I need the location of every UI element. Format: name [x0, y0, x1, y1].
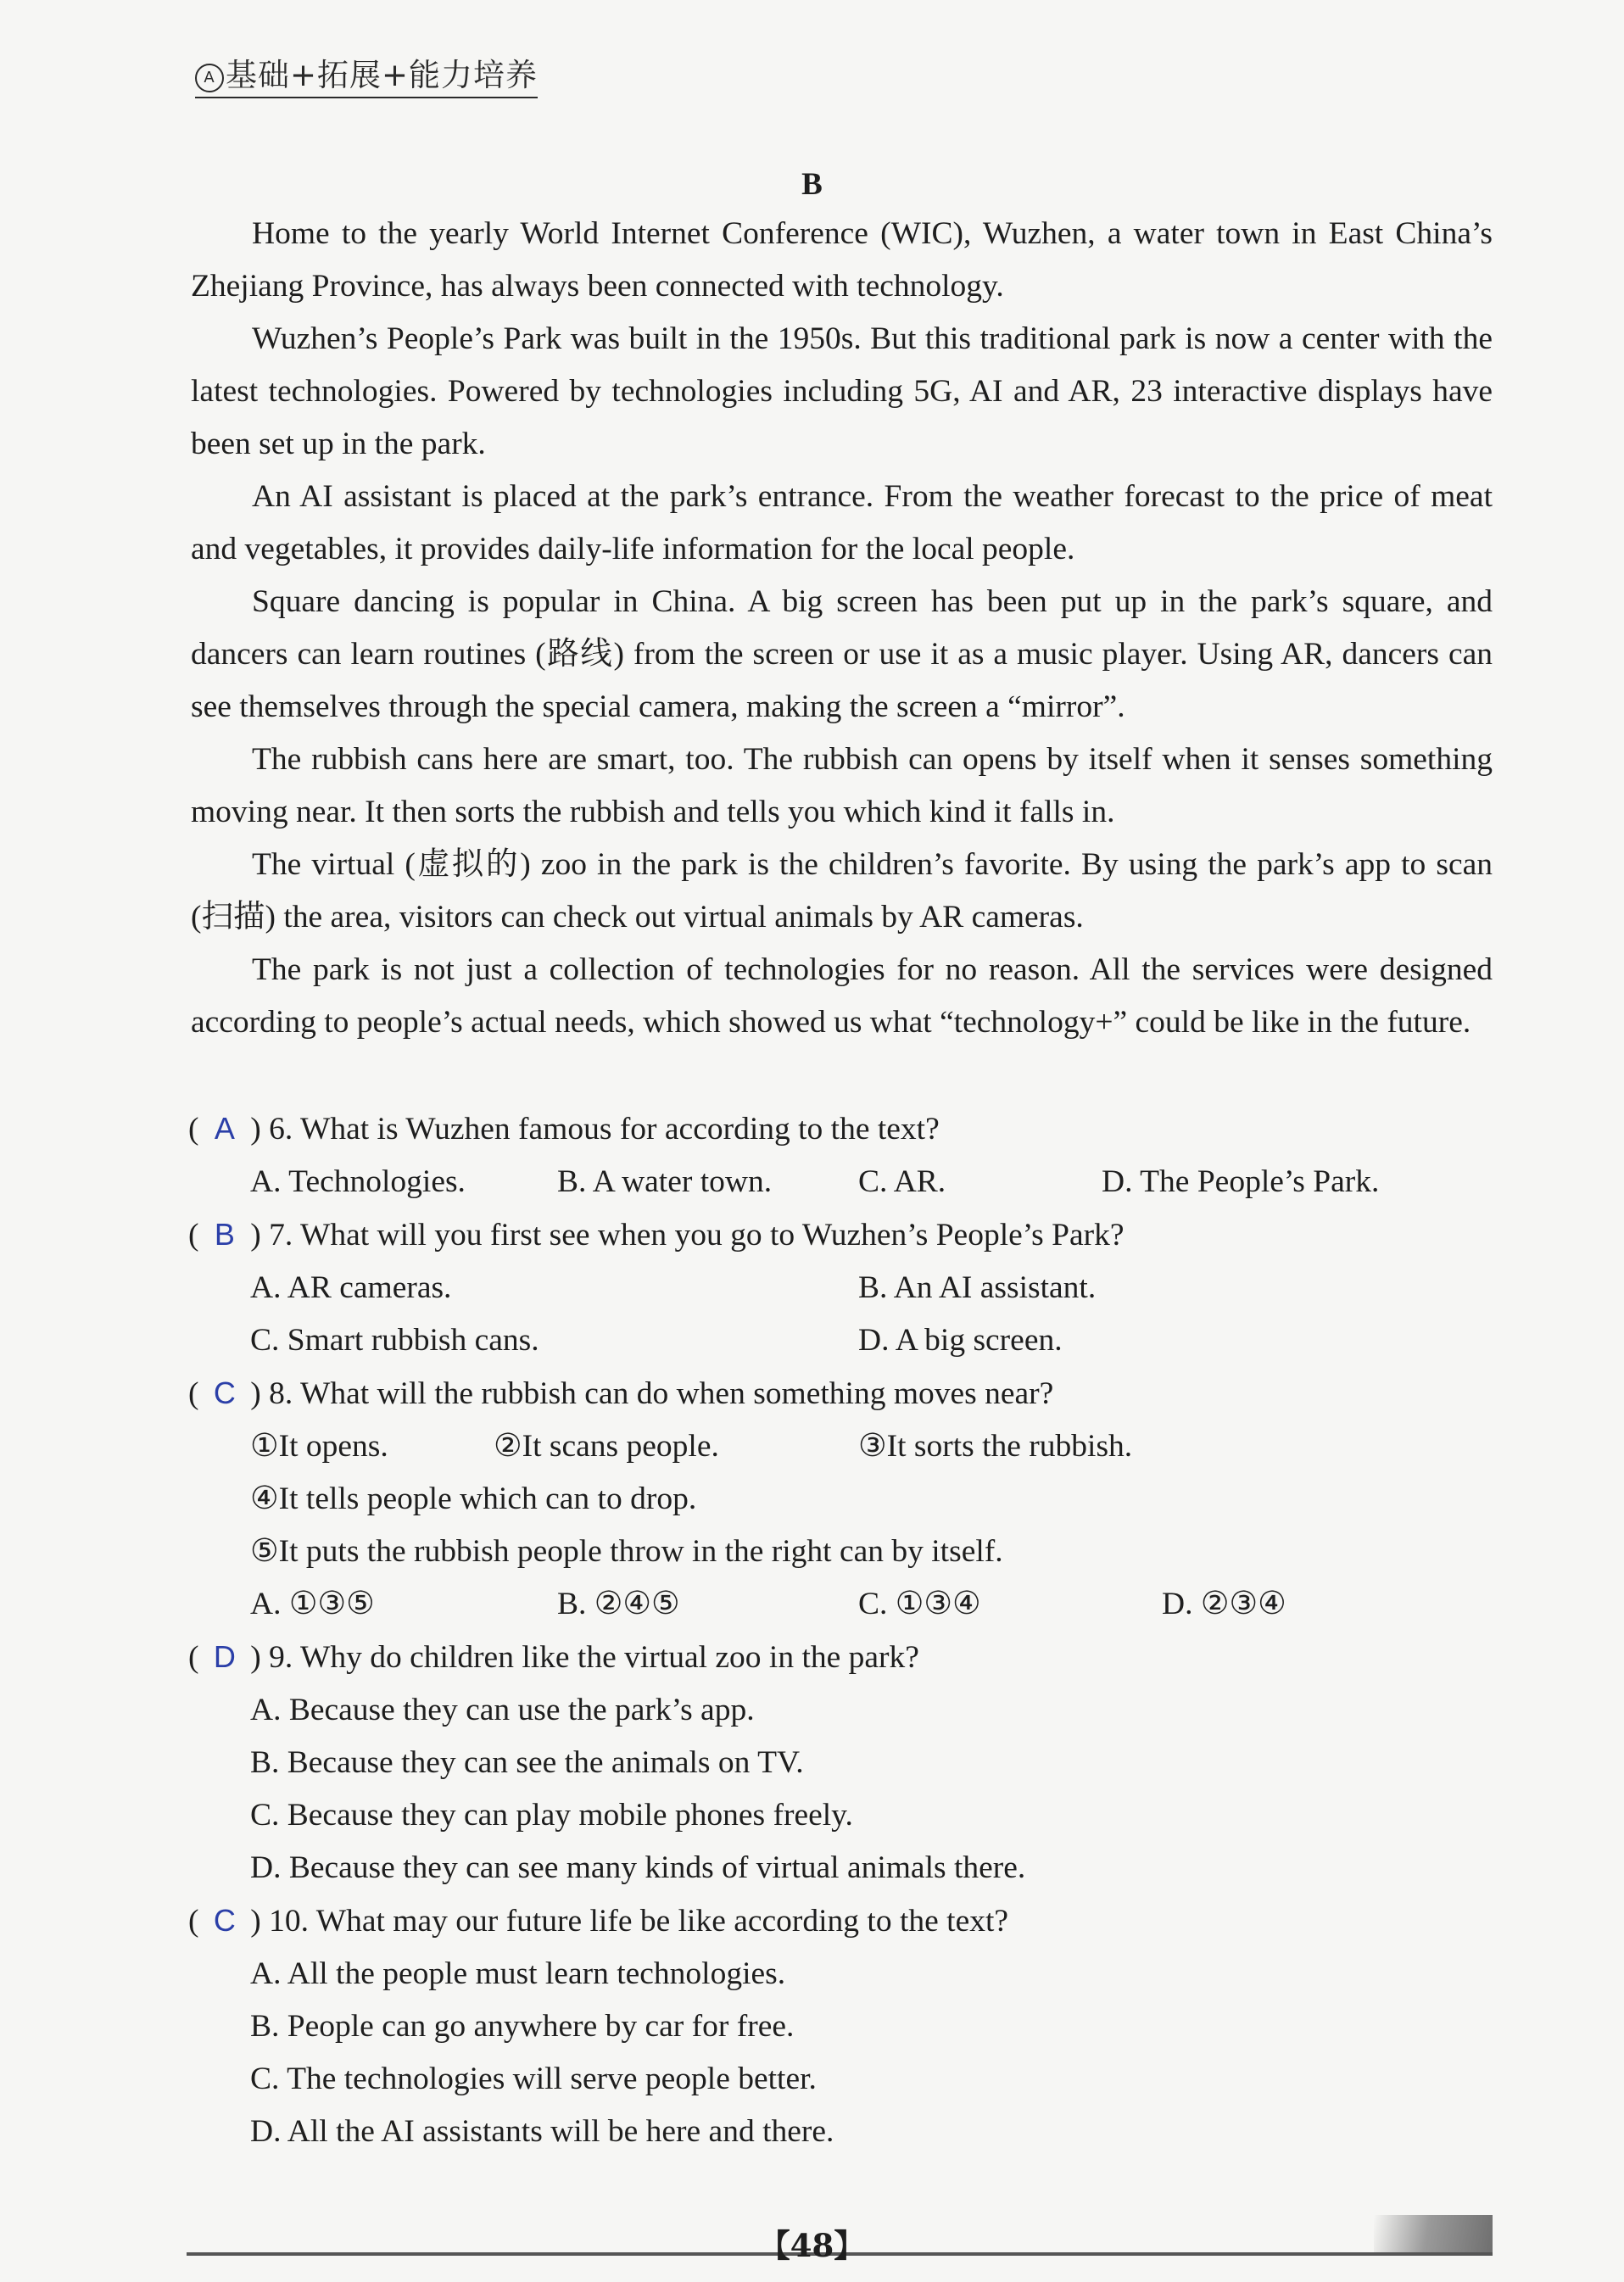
question-8-options: [188, 1578, 1494, 1631]
question-6: ( A ) 6. What is Wuzhen famous for according to the text?: [188, 1102, 1494, 1156]
section-title: B: [801, 167, 823, 202]
passage-paragraph-7: The park is not just a collection of technologies for no reason. All the services were designed according to people’s actual needs, which showed us what “technology+” could be like in the future.: [191, 952, 1493, 1040]
passage-paragraph-5: The rubbish cans here are smart, too. The rubbish can opens by itself when it senses something moving near. It then sorts the rubbish and tells you which kind it falls in.: [191, 742, 1493, 829]
answer-q9: D: [213, 1639, 236, 1674]
passage-paragraph-3: An AI assistant is placed at the park’s entrance. From the weather forecast to the price of meat and vegetables, it provides daily-life information for the local people.: [191, 479, 1493, 566]
passage-paragraph-1: Home to the yearly World Internet Conference (WIC), Wuzhen, a water town in East China’s Zhejiang Province, has always been connected with technology.: [191, 216, 1493, 304]
series-title: 基础+拓展+能力培养: [226, 57, 539, 93]
book-series-header: [195, 49, 538, 98]
q8-option-b: B. ②④⑤: [557, 1587, 680, 1621]
q9-option-a: A. Because they can use the park’s app.: [250, 1693, 755, 1727]
passage-paragraph-4: Square dancing is popular in China. A big screen has been put up in the park’s square, and dancers can learn routines (路线) from the screen or use it as a music player. Using AR, dancers can see themselves through the special camera, making the screen a “mirror”.: [191, 584, 1493, 724]
question-8-items-row-1: [188, 1420, 1494, 1473]
question-6-stem: 6. What is Wuzhen famous for according to the text?: [269, 1112, 940, 1147]
q8-item-3: ③It sorts the rubbish.: [858, 1429, 1133, 1464]
question-list: [188, 1102, 1494, 2158]
question-9-stem: 9. Why do children like the virtual zoo in the park?: [269, 1640, 919, 1675]
q8-item-5: ⑤It puts the rubbish people throw in the right can by itself.: [250, 1534, 1003, 1569]
q7-option-d: D. A big screen.: [858, 1323, 1063, 1358]
q7-option-a: A. AR cameras.: [250, 1270, 452, 1305]
q6-option-a: A. Technologies.: [250, 1164, 466, 1199]
answer-q7: B: [214, 1217, 235, 1252]
question-6-options: [188, 1156, 1494, 1208]
series-logo-icon: A: [195, 64, 224, 92]
q6-option-c: C. AR.: [858, 1164, 946, 1199]
q10-option-d: D. All the AI assistants will be here and there.: [250, 2114, 834, 2149]
reading-passage: [191, 208, 1493, 1049]
q8-item-4: ④It tells people which can to drop.: [250, 1481, 697, 1516]
q8-item-1: ①It opens.: [250, 1429, 388, 1464]
q9-option-d: D. Because they can see many kinds of virtual animals there.: [250, 1850, 1026, 1885]
passage-paragraph-2: Wuzhen’s People’s Park was built in the 1950s. But this traditional park is now a center with the latest technologies. Powered by technologies including 5G, AI and AR, 23 interactive displays have been set up in the park.: [191, 321, 1493, 461]
question-7-options-row-2: [188, 1314, 1494, 1367]
q6-option-d: D. The People’s Park.: [1102, 1164, 1380, 1199]
answer-q10: C: [213, 1903, 236, 1938]
q9-option-c: C. Because they can play mobile phones freely.: [250, 1798, 853, 1833]
question-7-stem: 7. What will you first see when you go to Wuzhen’s People’s Park?: [269, 1218, 1125, 1253]
question-10-stem: 10. What may our future life be like according to the text?: [269, 1904, 1009, 1939]
q8-option-d: D. ②③④: [1162, 1587, 1286, 1621]
q10-option-a: A. All the people must learn technologies.: [250, 1956, 786, 1991]
q6-option-b: B. A water town.: [557, 1164, 773, 1199]
answer-q6: A: [214, 1111, 235, 1146]
page-number: 【48】: [758, 2227, 866, 2264]
q10-option-c: C. The technologies will serve people better.: [250, 2062, 817, 2096]
question-9: ( D ) 9. Why do children like the virtual zoo in the park?: [188, 1631, 1494, 1684]
answer-q8: C: [213, 1375, 236, 1410]
q8-option-c: C. ①③④: [858, 1587, 981, 1621]
question-10: ( C ) 10. What may our future life be like according to the text?: [188, 1894, 1494, 1948]
question-8: ( C ) 8. What will the rubbish can do when something moves near?: [188, 1367, 1494, 1420]
q8-option-a: A. ①③⑤: [250, 1587, 375, 1621]
q7-option-c: C. Smart rubbish cans.: [250, 1323, 539, 1358]
question-7: ( B ) 7. What will you first see when you go to Wuzhen’s People’s Park?: [188, 1208, 1494, 1262]
q9-option-b: B. Because they can see the animals on TV.: [250, 1745, 804, 1780]
passage-paragraph-6: The virtual (虚拟的) zoo in the park is the children’s favorite. By using the park’s app to scan (扫描) the area, visitors can check out virtual animals by AR cameras.: [191, 847, 1493, 935]
question-8-stem: 8. What will the rubbish can do when something moves near?: [269, 1376, 1054, 1411]
q10-option-b: B. People can go anywhere by car for free.: [250, 2009, 795, 2044]
q8-item-2: ②It scans people.: [494, 1429, 719, 1464]
question-7-options-row-1: [188, 1262, 1494, 1314]
q7-option-b: B. An AI assistant.: [858, 1270, 1097, 1305]
